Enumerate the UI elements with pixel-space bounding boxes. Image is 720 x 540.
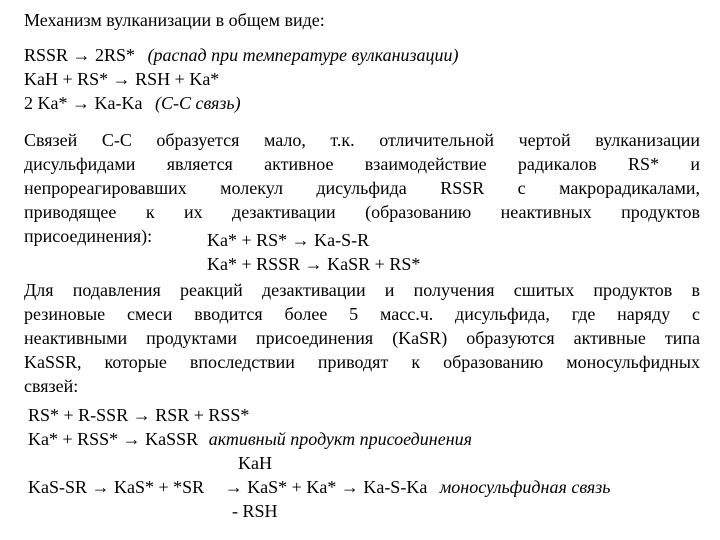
paragraph-line: непрореагировавших молекул дисульфида RSSR с макрорадикалами,: [24, 178, 700, 198]
page-title: Механизм вулканизации в общем виде:: [24, 10, 325, 30]
reaction-formula: 2 Ka* → Ka-Ka: [24, 93, 143, 113]
byproduct-label: - RSH: [232, 501, 278, 521]
reaction-line-4: RS* + R-SSR → RSR + RSS*: [28, 405, 250, 425]
reaction-line-3: [24, 91, 241, 115]
paragraph-line: Связей С-С образуется мало, т.к. отличительной чертой вулканизации: [24, 130, 700, 150]
paragraph-line: неактивными продуктами присоединения (KaSR) образуются активные типа: [24, 328, 700, 348]
reaction-line-2: [24, 67, 219, 91]
paragraph-line: дисульфидами является активное взаимодействие радикалов RS* и: [24, 154, 700, 174]
paragraph-line: приводящее к их дезактивации (образованию неактивных продуктов: [24, 202, 700, 222]
reaction-formula: → KaS* + Ka* → Ka-S-Ka: [224, 477, 428, 497]
reaction-note: активный продукт присоединения: [208, 429, 473, 449]
paragraph-line: Для подавления реакций дезактивации и получения сшитых продуктов в: [24, 280, 700, 300]
reaction-note: (распад при температуре вулканизации): [147, 45, 459, 65]
equation-1: Ka* + RS* → Ka-S-R: [207, 230, 370, 250]
paragraph-line: связей:: [24, 376, 79, 396]
reaction-formula: Ka* + RSS* → KaSSR: [28, 429, 199, 449]
paragraph-line: присоединения):: [24, 226, 153, 246]
paragraph-line: резиновые смеси вводится более 5 масс.ч. дисульфида, где наряду с: [24, 304, 700, 324]
reaction-formula: KaH + RS* → RSH + Ka*: [24, 69, 220, 89]
reaction-line-6: [28, 475, 610, 499]
reaction-formula: RSSR → 2RS*: [24, 45, 136, 65]
equation-2: Ka* + RSSR → KaSR + RS*: [207, 254, 421, 274]
reaction-line-5: [28, 427, 472, 451]
catalyst-label: KaH: [238, 453, 272, 473]
reaction-formula: KaS-SR → KaS* + *SR: [28, 477, 205, 497]
reaction-line-1: [24, 43, 459, 67]
paragraph-line: KaSSR, которые впоследствии приводят к образованию моносульфидных: [24, 352, 700, 372]
reaction-note: моносульфидная связь: [439, 477, 611, 497]
reaction-note: (С-С связь): [154, 93, 241, 113]
